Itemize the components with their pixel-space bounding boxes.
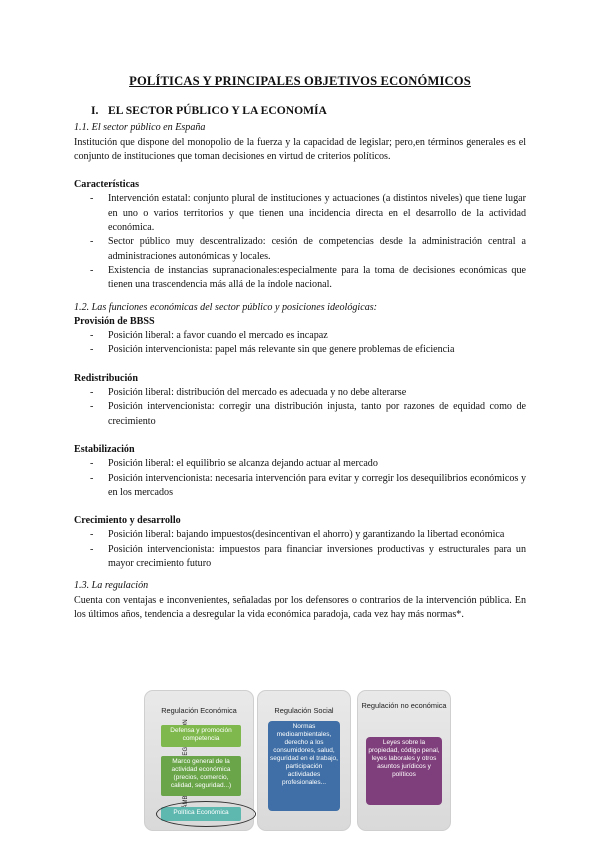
panel-regulacion-no-economica: [357, 690, 451, 831]
highlight-ellipse: [156, 801, 256, 827]
section-title: EL SECTOR PÚBLICO Y LA ECONOMÍA: [108, 104, 327, 117]
section-heading: [91, 104, 526, 118]
panel-title: Regulación Social: [274, 706, 334, 715]
list-item: - Existencia de instancias supranacionales:especialmente para la toma de decisiones económicas que tienen una trascendencia más allá de la índole nacional.: [74, 264, 526, 293]
panel-regulacion-economica: [144, 690, 254, 831]
box-marco-general: Marco general de la actividad económica (precios, comercio, calidad, seguridad...): [161, 756, 241, 796]
list-item: - Posición liberal: distribución del mercado es adecuada y no debe alterarse: [74, 386, 526, 400]
crecimiento-list: [74, 528, 526, 571]
redistribucion-heading: Redistribución: [74, 372, 138, 384]
list-item: - Sector público muy descentralizado: cesión de competencias desde la administración central a administraciones autonómicas y locales.: [74, 235, 526, 264]
list-item: - Posición liberal: el equilibrio se alcanza dejando actuar al mercado: [74, 457, 526, 471]
box-defensa-competencia: Defensa y promoción competencia: [161, 725, 241, 747]
caracteristicas-heading: Características: [74, 179, 140, 191]
estabilizacion-heading: Estabilización: [74, 443, 135, 455]
redistribucion-list: [74, 386, 526, 429]
panel-title: Regulación Económica: [161, 706, 237, 715]
caracteristicas-list: [74, 192, 526, 292]
list-item: - Posición intervencionista: papel más relevante sin que genere problemas de eficiencia: [74, 343, 526, 357]
subsection-1-1-title: 1.1. El sector público en España: [74, 122, 206, 134]
regulation-diagram: [144, 690, 450, 838]
list-item: - Posición intervencionista: necesaria intervención para evitar y corregir los desequilibrios económicos y en los mercados: [74, 472, 526, 501]
box-politica-economica: Política Económica: [161, 807, 241, 821]
document-body: [74, 104, 526, 622]
subsection-1-3-title: 1.3. La regulación: [74, 580, 149, 592]
panel-title: Regulación no económica: [361, 701, 447, 710]
list-item: - Posición liberal: bajando impuestos(desincentivan el ahorro) y garantizando la libertad económica: [74, 528, 526, 542]
subsection-1-1-text: Institución que dispone del monopolio de la fuerza y la capacidad de legislar; pero,en términos generales es el conjunto de instituciones que toman decisiones en virtud de criterios políticos.: [74, 136, 526, 162]
provision-heading: Provisión de BBSS: [74, 315, 155, 327]
document-title: POLÍTICAS Y PRINCIPALES OBJETIVOS ECONÓMICOS: [129, 74, 471, 88]
section-number: I.: [91, 104, 99, 117]
estabilizacion-list: [74, 457, 526, 500]
subsection-1-3-text: Cuenta con ventajas e inconvenientes, señaladas por los defensores o contrarios de la intervención pública. En los últimos años, tendencia a desregular la vida económica paradoja, cada vez hay más normas*.: [74, 594, 526, 620]
list-item: - Posición liberal: a favor cuando el mercado es incapaz: [74, 329, 526, 343]
list-item: - Posición intervencionista: corregir una distribución injusta, tanto por razones de equidad como de crecimiento: [74, 400, 526, 429]
crecimiento-heading: Crecimiento y desarrollo: [74, 515, 181, 527]
box-leyes: Leyes sobre la propiedad, código penal, leyes laborales y otros asuntos jurídicos y políticos: [366, 737, 442, 805]
list-item: - Posición intervencionista: impuestos para financiar inversiones productivas y estructurales para un mayor crecimiento futuro: [74, 543, 526, 572]
panel-regulacion-social: [257, 690, 351, 831]
box-normas-sociales: Normas medioambientales, derecho a los consumidores, salud, seguridad en el trabajo, participación actividades profesionales...: [268, 721, 340, 811]
subsection-1-2-title: 1.2. Las funciones económicas del sector público y posiciones ideológicas:: [74, 301, 378, 313]
list-item: - Intervención estatal: conjunto plural de instituciones y actuaciones (a distintos niveles) que tiene lugar en uno o varios territorios y que tienen una incidencia directa en el desarrollo de la actividad económica.: [74, 192, 526, 235]
provision-list: [74, 329, 526, 358]
